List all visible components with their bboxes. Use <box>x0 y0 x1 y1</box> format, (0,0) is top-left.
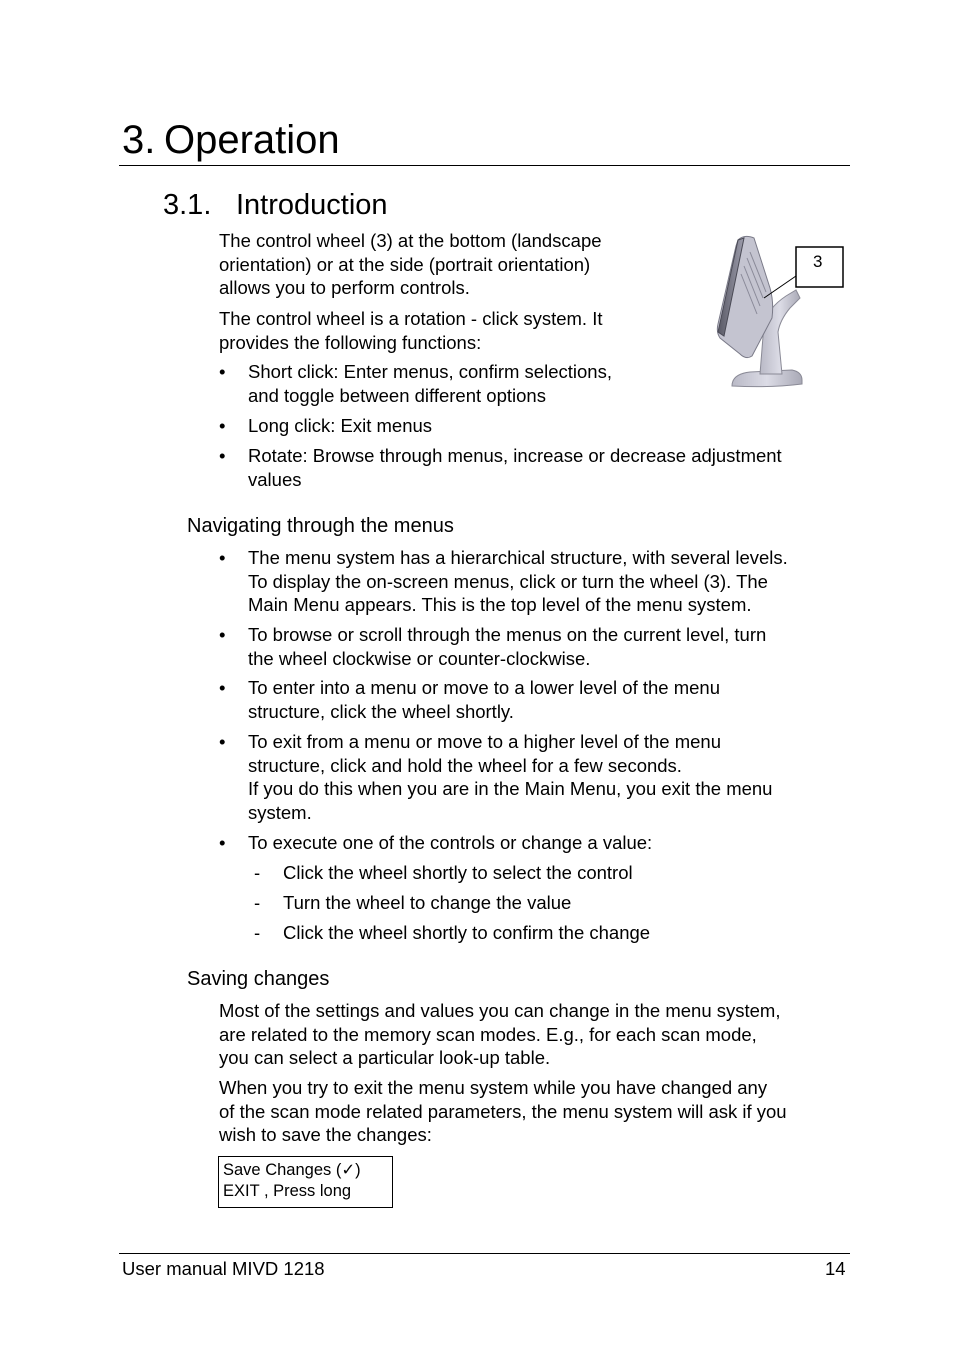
text-line: are related to the memory scan modes. E.g., for each scan mode, <box>219 1023 757 1045</box>
bullet-mark: • <box>219 415 226 436</box>
saving-paragraph-2 <box>219 1076 787 1147</box>
sub-list-item: Click the wheel shortly to select the control <box>283 862 633 883</box>
text-line: and toggle between different options <box>248 384 546 406</box>
callout-label: 3 <box>813 252 823 271</box>
sub-list-item: Turn the wheel to change the value <box>283 892 572 913</box>
bullet-mark: • <box>219 547 226 568</box>
list-item <box>248 831 652 855</box>
text-line: the wheel clockwise or counter-clockwise. <box>248 647 591 669</box>
bullet-mark: • <box>219 361 226 382</box>
dash-mark: - <box>254 862 261 883</box>
text-line: The menu system has a hierarchical structure, with several levels. <box>248 547 788 568</box>
text-line: structure, click the wheel shortly. <box>248 700 514 722</box>
list-item <box>248 546 788 617</box>
dialog-line-save: Save Changes (✓) <box>223 1161 361 1179</box>
text-line: Main Menu appears. This is the top level of the menu system. <box>248 594 752 616</box>
text-line: Short click: Enter menus, confirm selections, <box>248 361 612 382</box>
bullet-mark: • <box>219 677 226 698</box>
section-title <box>163 186 388 224</box>
bullet-mark: • <box>219 731 226 752</box>
text-line: Long click: Exit menus <box>248 415 433 436</box>
text-line: allows you to perform controls. <box>219 277 470 299</box>
bullet-mark: • <box>219 832 226 853</box>
list-item <box>248 360 612 407</box>
sub-list-item: Click the wheel shortly to confirm the change <box>283 922 651 943</box>
chapter-number: 3. <box>122 118 156 162</box>
text-line: of the scan mode related parameters, the menu system will ask if you <box>219 1100 787 1122</box>
saving-heading: Saving changes <box>187 968 330 990</box>
footer-title: User manual MIVD 1218 <box>122 1258 325 1279</box>
list-item <box>248 623 766 670</box>
list-item <box>248 676 720 723</box>
intro-paragraph-1 <box>219 229 602 300</box>
bullet-mark: • <box>219 624 226 645</box>
text-line: The control wheel (3) at the bottom (landscape <box>219 230 602 251</box>
text-line: values <box>248 468 302 490</box>
intro-paragraph-2 <box>219 307 603 354</box>
dash-mark: - <box>254 892 261 913</box>
text-line: To display the on-screen menus, click or turn the wheel (3). The <box>248 570 768 592</box>
chapter-rule <box>119 165 850 166</box>
page-number: 14 <box>825 1258 846 1279</box>
text-line: When you try to exit the menu system while you have changed any <box>219 1077 768 1098</box>
list-item <box>248 414 432 438</box>
chapter-title-text: Operation <box>164 118 340 162</box>
text-line: The control wheel is a rotation - click system. It <box>219 308 603 329</box>
text-line: To exit from a menu or move to a higher level of the menu <box>248 731 722 752</box>
text-line: structure, click and hold the wheel for a few seconds. <box>248 754 682 776</box>
bullet-mark: • <box>219 445 226 466</box>
list-item <box>248 730 772 824</box>
navigating-heading: Navigating through the menus <box>187 515 454 537</box>
footer-rule <box>119 1253 850 1254</box>
monitor-figure <box>710 228 850 393</box>
save-changes-dialog <box>218 1156 393 1208</box>
text-line: provides the following functions: <box>219 331 482 353</box>
text-line: To execute one of the controls or change a value: <box>248 832 653 853</box>
text-line: To enter into a menu or move to a lower level of the menu <box>248 677 721 698</box>
text-line: Most of the settings and values you can change in the menu system, <box>219 1000 781 1021</box>
section-number: 3.1. <box>163 189 212 221</box>
dash-mark: - <box>254 922 261 943</box>
text-line: If you do this when you are in the Main Menu, you exit the menu <box>248 778 773 800</box>
dialog-line-exit: EXIT , Press long <box>223 1182 352 1200</box>
text-line: orientation) or at the side (portrait orientation) <box>219 253 591 275</box>
monitor-side-view-icon <box>710 228 850 393</box>
section-title-text: Introduction <box>236 189 388 221</box>
text-line: system. <box>248 801 312 823</box>
text-line: wish to save the changes: <box>219 1124 432 1146</box>
chapter-title <box>122 114 340 166</box>
saving-paragraph-1 <box>219 999 781 1070</box>
text-line: To browse or scroll through the menus on the current level, turn <box>248 624 767 645</box>
text-line: Rotate: Browse through menus, increase or decrease adjustment <box>248 445 782 466</box>
list-item <box>248 444 782 491</box>
text-line: you can select a particular look-up table. <box>219 1047 551 1069</box>
